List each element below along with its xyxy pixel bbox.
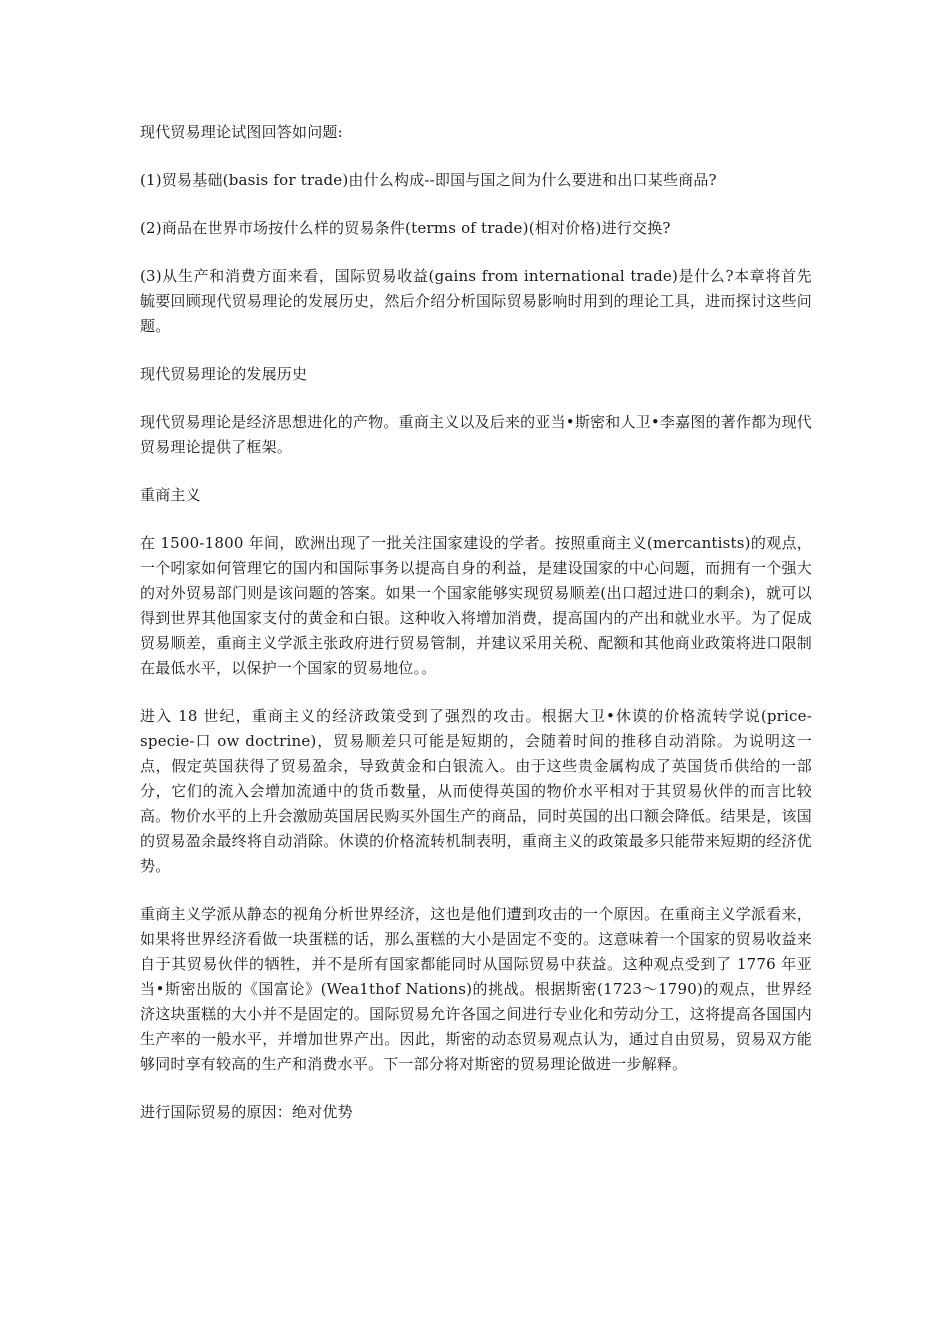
section-heading-absolute-advantage: 进行国际贸易的原因：绝对优势 [140,1103,353,1121]
paragraph-mercantilism-2: 进入 18 世纪，重商主义的经济政策受到了强烈的攻击。根据大卫•休谟的价格流转学说(price-specie-口 ow doctrine)，贸易顺差只可能是短期的，会随着时间的推移自动消除。为说明这一点，假定英国获得了贸易盈余，导致黄金和白银流入。由于这些贵金属构成了英国货币供给的一部分，它们的流入会增加流通中的货币数量，从而使得英国的物价水平相对于其贸易伙伴的而言比较高。物价水平的上升会激励英国居民购买外国生产的商品，同时英国的出口额会降低。结果是，该国的贸易盈余最终将自动消除。休谟的价格流转机制表明，重商主义的政策最多只能带来短期的经济优势。 [140,707,812,875]
intro-question: 现代贸易理论试图回答如问题: [140,123,343,141]
question-3: (3)从生产和消费方面来看，国际贸易收益(gains from international trade)是什么?本章将首先毓要回顾现代贸易理论的发展历史，然后介绍分析国际贸易影响时用到的理论工具，进而探讨这些问题。 [140,267,812,335]
paragraph-mercantilism-3: 重商主义学派从静态的视角分析世界经济，这也是他们遭到攻击的一个原因。在重商主义学派看来，如果将世界经济看做一块蛋糕的话，那么蛋糕的大小是固定不变的。这意味着一个国家的贸易收益来自于其贸易伙伴的牺牲，并不是所有国家都能同时从国际贸易中获益。这种观点受到了 1776 年亚当•斯密出版的《国富论》(Wea1thof Nations)的挑战。根据斯密(1723～1790)的观点，世界经济这块蛋糕的大小并不是固定的。国际贸易允许各国之间进行专业化和劳动分工，这将提高各国国内生产率的一般水平，并增加世界产出。因此，斯密的动态贸易观点认为，通过自由贸易，贸易双方能够同时享有较高的生产和消费水平。下一部分将对斯密的贸易理论做进一步解释。 [140,905,812,1073]
section-heading-history: 现代贸易理论的发展历史 [140,365,308,383]
document-page [140,120,812,1148]
question-2: (2)商品在世界市场按什么样的贸易条件(terms of trade)(相对价格)进行交换? [140,219,671,237]
question-1: (1)贸易基础(basis for trade)由什么构成--即国与国之间为什么要进和出口某些商品? [140,171,717,189]
paragraph-history: 现代贸易理论是经济思想进化的产物。重商主义以及后来的亚当•斯密和人卫•李嘉图的著作都为现代贸易理论提供了框架。 [140,413,812,456]
paragraph-mercantilism-1: 在 1500-1800 年间，欧洲出现了一批关注国家建设的学者。按照重商主义(mercantists)的观点，一个吲家如何管理它的国内和国际事务以提高自身的利益，是建设国家的中心问题，而拥有一个强大的对外贸易部门则是该问题的答案。如果一个国家能够实现贸易顺差(出口超过进口的剩余)，就可以得到世界其他国家支付的黄金和白银。这种收入将增加消费，提高国内的产出和就业水平。为了促成贸易顺差，重商主义学派主张政府进行贸易管制，并建议采用关税、配额和其他商业政策将进口限制在最低水平，以保护一个国家的贸易地位。。 [140,534,812,677]
section-heading-mercantilism: 重商主义 [140,486,201,504]
